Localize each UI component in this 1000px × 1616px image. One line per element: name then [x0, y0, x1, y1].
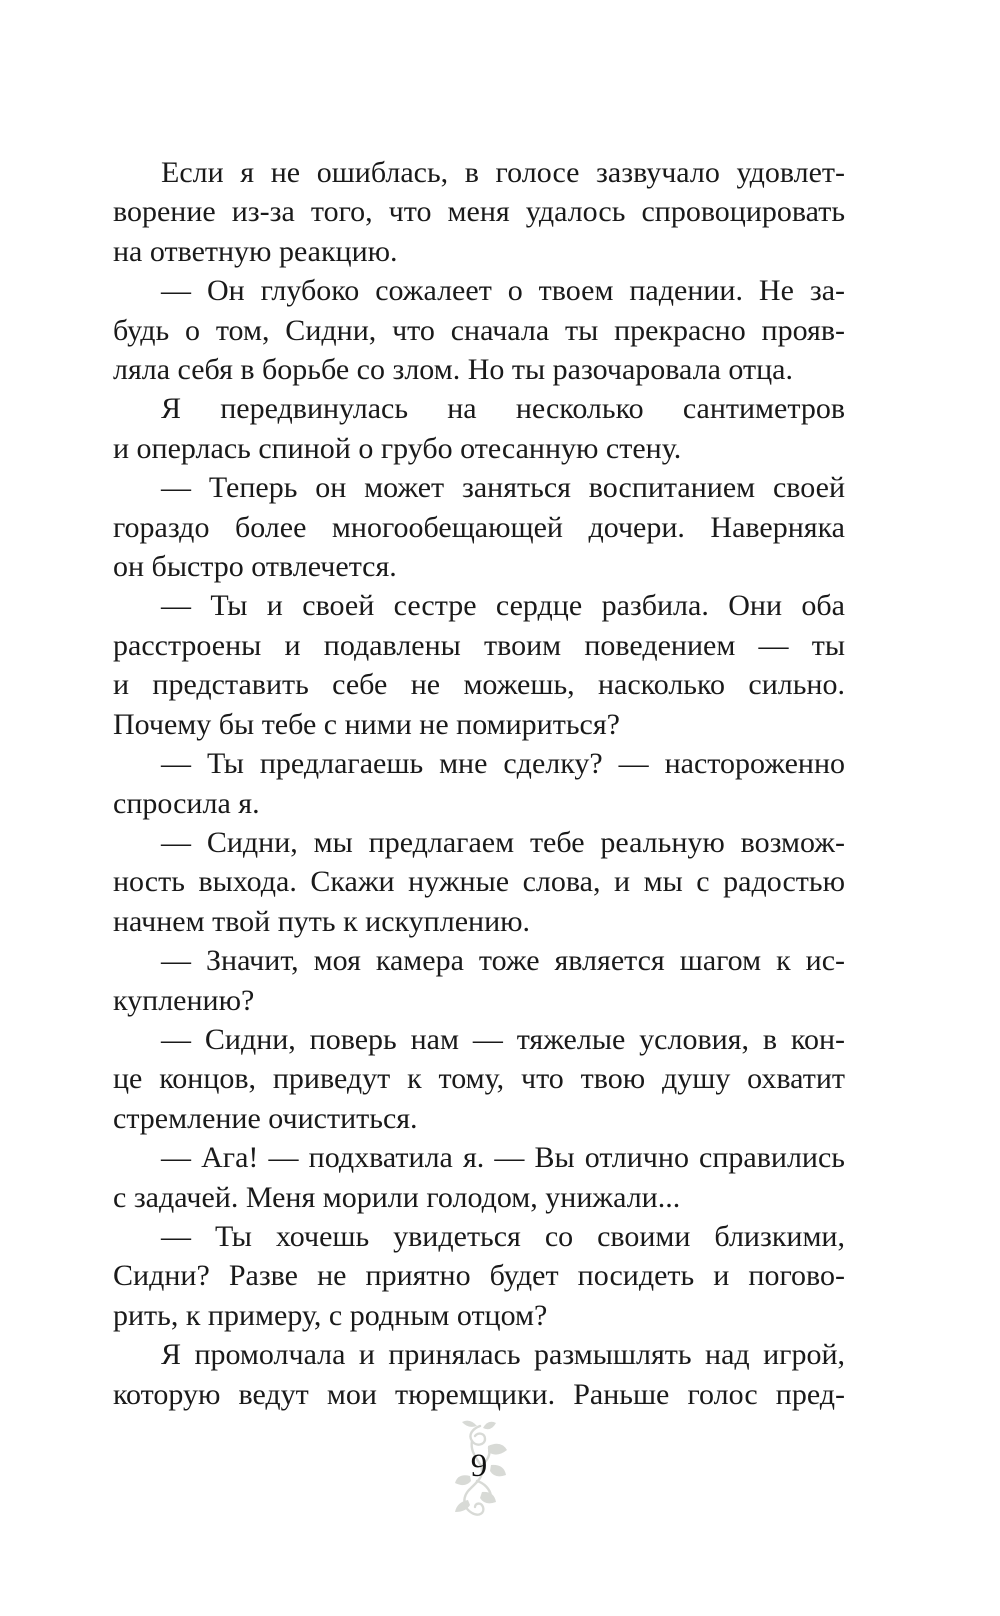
text-line: будь о том, Сидни, что сначала ты прекрасно прояв- — [113, 313, 845, 347]
page-number: 9 — [470, 1448, 488, 1484]
text-line: ворение из-за того, что меня удалось спровоцировать — [113, 195, 845, 229]
text-line: с задачей. Меня морили голодом, унижали... — [113, 1180, 681, 1214]
paragraph — [113, 468, 845, 586]
text-line: — Ты предлагаешь мне сделку? — настороженно — [161, 747, 845, 781]
text-line: Я передвинулась на несколько сантиметров — [161, 392, 845, 426]
text-line: — Сидни, поверь нам — тяжелые условия, в кон- — [161, 1022, 845, 1056]
text-line: — Ты и своей сестре сердце разбила. Они оба — [161, 589, 845, 623]
text-line: ляла себя в борьбе со злом. Но ты разочаровала отца. — [113, 353, 793, 387]
text-line: куплению? — [113, 983, 255, 1017]
text-line: и оперлась спиной о грубо отесанную стену. — [113, 431, 682, 465]
paragraph — [113, 744, 845, 823]
text-line: Почему бы тебе с ними не помириться? — [113, 707, 620, 741]
text-line: стремление очиститься. — [113, 1101, 418, 1135]
text-line: ность выхода. Скажи нужные слова, и мы с радостью — [113, 865, 845, 899]
text-line: на ответную реакцию. — [113, 234, 398, 268]
paragraph — [113, 389, 845, 468]
paragraph — [113, 1138, 845, 1217]
text-line: он быстро отвлечется. — [113, 550, 397, 584]
text-line: расстроены и подавлены твоим поведением — ты — [113, 628, 845, 662]
paragraph — [113, 823, 845, 941]
text-line: Сидни? Разве не приятно будет посидеть и погово- — [113, 1259, 845, 1293]
paragraph — [113, 586, 845, 744]
text-line: которую ведут мои тюремщики. Раньше голос пред- — [113, 1377, 845, 1411]
text-line: — Значит, моя камера тоже является шагом к ис- — [161, 944, 845, 978]
text-block — [113, 153, 845, 1414]
text-line: Если я не ошиблась, в голосе зазвучало удовлет- — [161, 156, 845, 189]
text-line: це концов, приведут к тому, что твою душу охватит — [113, 1062, 845, 1096]
paragraph — [113, 941, 845, 1020]
paragraph — [113, 1217, 845, 1335]
text-line: спросила я. — [113, 786, 260, 820]
text-line: рить, к примеру, с родным отцом? — [113, 1298, 548, 1332]
text-line: начнем твой путь к искуплению. — [113, 904, 531, 938]
text-line: Я промолчала и принялась размышлять над игрой, — [161, 1338, 845, 1372]
text-line: — Он глубоко сожалеет о твоем падении. Не за- — [161, 274, 845, 308]
text-line: — Ага! — подхватила я. — Вы отлично справились — [161, 1141, 845, 1175]
text-line: гораздо более многообещающей дочери. Наверняка — [113, 510, 845, 544]
paragraph — [113, 271, 845, 389]
text-line: — Ты хочешь увидеться со своими близкими, — [161, 1219, 845, 1253]
paragraph — [113, 153, 845, 271]
text-line: и представить себе не можешь, насколько сильно. — [113, 668, 845, 702]
paragraph — [113, 1020, 845, 1138]
paragraph — [113, 1335, 845, 1414]
text-line: — Теперь он может заняться воспитанием своей — [161, 471, 845, 505]
text-line: — Сидни, мы предлагаем тебе реальную возмож- — [161, 825, 845, 859]
